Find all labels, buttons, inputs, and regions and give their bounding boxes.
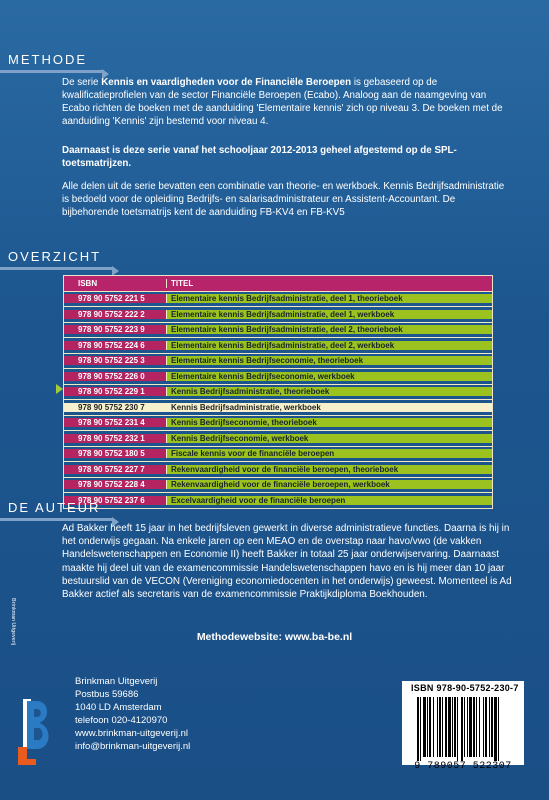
title-cell: Kennis Bedrijfsadministratie, werkboek bbox=[167, 403, 492, 412]
methode-paragraph-1 bbox=[62, 76, 512, 128]
isbn-cell: 978 90 5752 231 4 bbox=[64, 418, 167, 427]
barcode-bar bbox=[417, 697, 419, 761]
table-row bbox=[64, 291, 492, 307]
isbn-cell: 978 90 5752 237 6 bbox=[64, 496, 167, 505]
barcode-bar bbox=[491, 697, 493, 757]
section-title-overzicht: OVERZICHT bbox=[8, 248, 102, 264]
barcode-bar bbox=[445, 697, 447, 757]
barcode-isbn-label: ISBN 978-90-5752-230-7 bbox=[411, 683, 519, 693]
table-row bbox=[64, 368, 492, 384]
barcode-bar bbox=[454, 697, 456, 757]
barcode-icon bbox=[417, 697, 521, 761]
barcode-bar bbox=[476, 697, 477, 757]
methode-p1-rest: is gebaseerd op de kwalificatieprofielen van de sector Financiële Beroepen (Ecabo). Analoog aan de naamgeving van Ecabo richten de boeken met de aanduiding 'Elementaire kennis' zich op niveau 3. De boeken met de aanduiding 'Kennis' zijn bestemd voor niveau 4. bbox=[62, 77, 503, 127]
barcode-bar bbox=[423, 697, 426, 757]
barcode-bar bbox=[467, 697, 468, 757]
methode-p1-prefix: De serie bbox=[62, 77, 102, 88]
table-row bbox=[64, 492, 492, 508]
publisher-website: www.brinkman-uitgeverij.nl bbox=[75, 728, 188, 739]
methode-text bbox=[62, 76, 512, 229]
methode-paragraph-3: Alle delen uit de serie bevatten een combinatie van theorie- en werkboek. Kennis Bedrijfsadministratie is bedoeld voor de opleiding Bedrijfs- en salarisadministrateur en Assistent-Accountant. De bijbehorende toetsmatrijs kent de aanduiding FB-KV4 en FB-KV5 bbox=[62, 181, 505, 218]
brinkman-logo-icon bbox=[15, 697, 55, 767]
barcode-bar bbox=[461, 697, 463, 761]
table-row bbox=[64, 337, 492, 353]
barcode-bar bbox=[498, 697, 499, 761]
barcode-bar bbox=[464, 697, 465, 757]
barcode-bar bbox=[489, 697, 490, 757]
section-underline bbox=[0, 518, 112, 521]
publisher-name: Brinkman Uitgeverij bbox=[75, 676, 158, 687]
overview-table bbox=[63, 275, 493, 509]
table-header-row bbox=[64, 276, 492, 291]
barcode-bar bbox=[420, 697, 421, 761]
author-text bbox=[62, 522, 512, 611]
title-cell: Elementaire kennis Bedrijfseconomie, theorieboek bbox=[167, 356, 492, 365]
isbn-cell: 978 90 5752 228 4 bbox=[64, 480, 167, 489]
isbn-cell: 978 90 5752 180 5 bbox=[64, 449, 167, 458]
barcode-digits: 9 789057 522307 bbox=[414, 761, 512, 772]
barcode-bar bbox=[433, 697, 434, 757]
barcode-bar bbox=[469, 697, 472, 757]
column-header-titel: TITEL bbox=[171, 278, 194, 288]
methode-paragraph-2: Daarnaast is deze serie vanaf het schooljaar 2012-2013 geheel afgestemd op de SPL-toetsmatrijzen. bbox=[62, 145, 457, 169]
title-cell: Elementaire kennis Bedrijfsadministratie, deel 2, theorieboek bbox=[167, 325, 492, 334]
isbn-cell: 978 90 5752 229 1 bbox=[64, 387, 167, 396]
author-bio: Ad Bakker heeft 15 jaar in het bedrijfsleven gewerkt in diverse administratieve functies. Daarna is hij in het onderwijs gegaan. Na enkele jaren op een MEAO en de overstap naar havo/vwo (de vakken Handelswetenschappen en Economie II) heeft Bakker in totaal 25 jaar onderwijservaring. Daarnaast maakte hij deel uit van de examencommissie Handelswetenschappen havo en is hij meer dan 10 jaar bestuurslid van de VECON (Vereniging economiedocenten in het onderwijs) geweest. Momenteel is Ad Bakker actief als secretaris van de examencommissie Praktijkdiploma Boekhouden. bbox=[62, 523, 512, 601]
isbn-cell: 978 90 5752 232 1 bbox=[64, 434, 167, 443]
title-cell: Rekenvaardigheid voor de financiële beroepen, theorieboek bbox=[167, 465, 492, 474]
publisher-postbus: Postbus 59686 bbox=[75, 689, 139, 700]
barcode-bar bbox=[494, 697, 497, 761]
table-row bbox=[64, 399, 492, 415]
barcode-bar bbox=[439, 697, 441, 757]
barcode-bar bbox=[427, 697, 428, 757]
barcode-bar bbox=[473, 697, 475, 757]
barcode-bar bbox=[448, 697, 451, 757]
isbn-cell: 978 90 5752 221 5 bbox=[64, 294, 167, 303]
title-cell: Fiscale kennis voor de financiële beroepen bbox=[167, 449, 492, 458]
section-title-methode: METHODE bbox=[8, 51, 87, 67]
isbn-cell: 978 90 5752 223 9 bbox=[64, 325, 167, 334]
table-row bbox=[64, 477, 492, 493]
current-book-pointer-icon bbox=[56, 384, 63, 394]
barcode-bar bbox=[483, 697, 484, 757]
section-underline bbox=[0, 70, 102, 73]
table-row bbox=[64, 461, 492, 477]
spine-publisher-label: Brinkman Uitgeverij bbox=[10, 598, 16, 646]
table-row bbox=[64, 430, 492, 446]
table-row bbox=[64, 322, 492, 338]
publisher-email: info@brinkman-uitgeverij.nl bbox=[75, 741, 191, 752]
title-cell: Elementaire kennis Bedrijfsadministratie, deel 1, theorieboek bbox=[167, 294, 492, 303]
title-cell: Kennis Bedrijfseconomie, werkboek bbox=[167, 434, 492, 443]
barcode-bar bbox=[452, 697, 453, 757]
title-cell: Excelvaardigheid voor de financiële beroepen bbox=[167, 496, 492, 505]
section-header-methode bbox=[0, 48, 87, 70]
publisher-address bbox=[75, 675, 190, 753]
isbn-cell: 978 90 5752 226 0 bbox=[64, 372, 167, 381]
isbn-cell: 978 90 5752 222 2 bbox=[64, 310, 167, 319]
column-header-isbn: ISBN bbox=[64, 279, 167, 288]
isbn-cell: 978 90 5752 224 6 bbox=[64, 341, 167, 350]
table-row bbox=[64, 353, 492, 369]
barcode-bar bbox=[442, 697, 443, 757]
section-header-auteur bbox=[0, 496, 100, 518]
section-title-auteur: DE AUTEUR bbox=[8, 499, 101, 515]
title-cell: Elementaire kennis Bedrijfseconomie, werkboek bbox=[167, 372, 492, 381]
isbn-cell: 978 90 5752 225 3 bbox=[64, 356, 167, 365]
barcode-bar bbox=[479, 697, 480, 757]
section-underline bbox=[0, 267, 112, 270]
isbn-cell: 978 90 5752 230 7 bbox=[64, 403, 167, 412]
title-cell: Elementaire kennis Bedrijfsadministratie, deel 1, werkboek bbox=[167, 310, 492, 319]
barcode-bar bbox=[437, 697, 438, 757]
title-cell: Kennis Bedrijfseconomie, theorieboek bbox=[167, 418, 492, 427]
method-website: Methodewebsite: www.ba-be.nl bbox=[196, 631, 353, 643]
barcode-bar bbox=[429, 697, 431, 757]
section-header-overzicht bbox=[0, 245, 101, 267]
barcode-bar bbox=[457, 697, 458, 761]
publisher-city: 1040 LD Amsterdam bbox=[75, 702, 162, 713]
barcode-bar bbox=[485, 697, 487, 757]
publisher-phone: telefoon 020-4120970 bbox=[75, 715, 168, 726]
table-row bbox=[64, 384, 492, 400]
title-cell: Elementaire kennis Bedrijfsadministratie, deel 2, werkboek bbox=[167, 341, 492, 350]
table-row bbox=[64, 446, 492, 462]
table-row bbox=[64, 415, 492, 431]
isbn-cell: 978 90 5752 227 7 bbox=[64, 465, 167, 474]
title-cell: Kennis Bedrijfsadministratie, theorieboek bbox=[167, 387, 492, 396]
table-row bbox=[64, 306, 492, 322]
title-cell: Rekenvaardigheid voor de financiële beroepen, werkboek bbox=[167, 480, 492, 489]
series-name: Kennis en vaardigheden voor de Financiële Beroepen bbox=[101, 77, 352, 88]
